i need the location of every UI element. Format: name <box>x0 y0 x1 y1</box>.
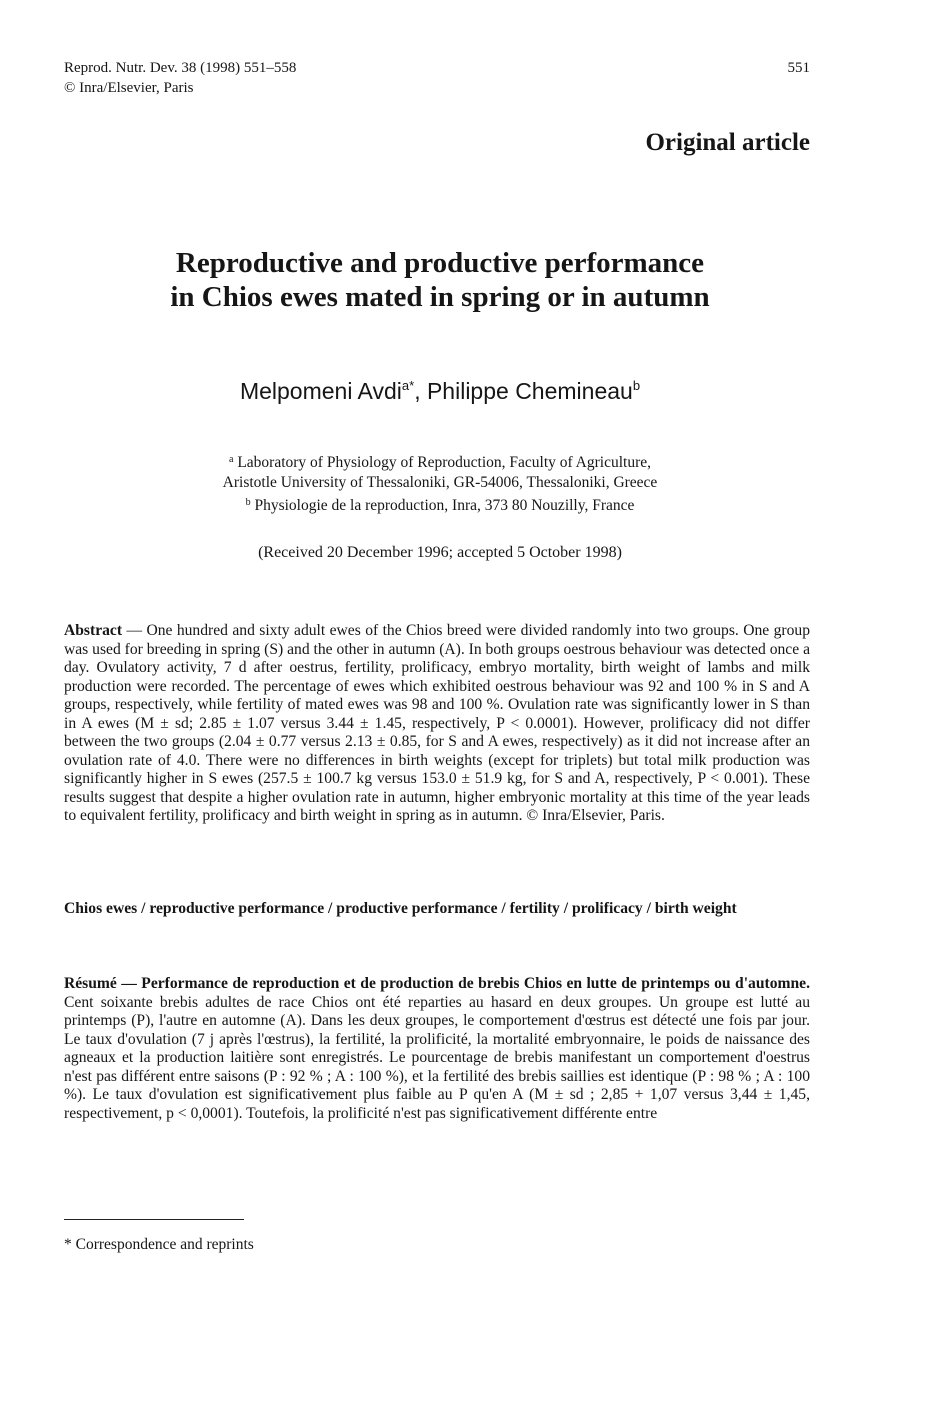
affiliation-b <box>0 493 880 516</box>
resume <box>64 975 810 1123</box>
copyright-line: © Inra/Elsevier, Paris <box>64 80 194 96</box>
author-2: Philippe Chemineau <box>426 378 633 404</box>
affiliation-b-mark: b <box>245 497 251 508</box>
journal-citation <box>64 58 296 98</box>
paper-title <box>0 246 930 314</box>
page-number: 551 <box>787 60 810 76</box>
abstract-text: — One hundred and sixty adult ewes of the Chios breed were divided randomly into two groups. One group was used for breeding in spring (S) and the other in autumn (A). In both groups oestrous behaviour was detected once a day. Ovulatory activity, 7 d after oestrus, fertility, prolificacy, embryo mortality, birth weight of lambs and milk production were recorded. The percentage of ewes which exhibited oestrous behaviour was 92 and 100 % in S and A groups, respectively, while fertility of mated ewes was 98 and 100 %. Ovulation rate was significantly lower in S than in A ewes (M ± sd; 2.85 ± 1.07 versus 3.44 ± 1.45, respectively, P < 0.0001). However, prolificacy did not differ between the two groups (2.04 ± 0.77 versus 2.13 ± 0.85, for S and A ewes, respectively) as it did not increase after an ovulation rate of 4.0. There were no differences in birth weights (except for triplets) but total milk production was significantly higher in S ewes (257.5 ± 100.7 kg versus 153.0 ± 51.9 kg, for S and A, respectively, P < 0.001). These results suggest that despite a higher ovulation rate in autumn, higher embryonic mortality at this time of the year leads to equivalent fertility, prolificacy and birth weight in spring as in autumn. © Inra/Elsevier, Paris. <box>64 622 810 824</box>
affiliations <box>0 450 930 516</box>
received-dates: (Received 20 December 1996; accepted 5 October 1998) <box>258 544 622 561</box>
footnote: * Correspondence and reprints <box>64 1236 254 1253</box>
journal-reference: Reprod. Nutr. Dev. 38 (1998) 551–558 <box>64 60 297 76</box>
author-list <box>0 378 930 405</box>
title-line-2: in Chios ewes mated in spring or in autumn <box>170 281 710 313</box>
abstract-heading: Abstract <box>64 622 123 639</box>
author-1: Melpomeni Avdi <box>239 378 402 404</box>
resume-heading: Résumé — Performance de reproduction et de production de brebis Chios en lutte de printemps ou d'automne. <box>64 975 810 992</box>
keywords: Chios ewes / reproductive performance / productive performance / fertility / prolificacy / birth weight <box>64 900 737 917</box>
affiliation-a-line-2: Aristotle University of Thessaloniki, GR-54006, Thessaloniki, Greece <box>222 474 658 491</box>
resume-text: Cent soixante brebis adultes de race Chios ont été reparties au hasard en deux groupes. Un groupe est lutté au printemps (P), l'autre en automne (A). Dans les deux groupes, le comportement d'œstrus est détecté une fois par jour. Le taux d'ovulation (7 j après l'œstrus), la fertilité, la prolificité, la mortalité embryonnaire, le poids de naissance des agneaux et la production laitière sont enregistrés. Le pourcentage de brebis manifestant un comportement d'oestrus n'est pas différent entre saisons (P : 92 % ; A : 100 %), et la fertilité des brebis saillies est identique (P : 98 % ; A : 100 %). Le taux d'ovulation est significativement plus faible au P qu'en A (M ± sd ; 2,85 + 1,07 versus 3,44 ± 1,45, respectivement, p < 0,0001). Toutefois, la prolificité n'est pas significativement différente entre <box>64 993 810 1122</box>
author-2-affiliation-mark: b <box>632 378 641 393</box>
author-1-affiliation-mark: a* <box>401 378 415 393</box>
footnote-divider <box>64 1219 244 1220</box>
affiliation-a <box>0 450 880 473</box>
affiliation-a-mark: a <box>228 454 234 465</box>
article-type: Original article <box>645 129 810 156</box>
title-line-1: Reproductive and productive performance <box>175 247 705 279</box>
affiliation-a-line-1: Laboratory of Physiology of Reproduction, Faculty of Agriculture, <box>233 454 651 471</box>
abstract <box>64 622 810 826</box>
affiliation-b-line: Physiologie de la reproduction, Inra, 373 80 Nouzilly, France <box>250 497 635 514</box>
author-separator: , <box>414 378 427 404</box>
